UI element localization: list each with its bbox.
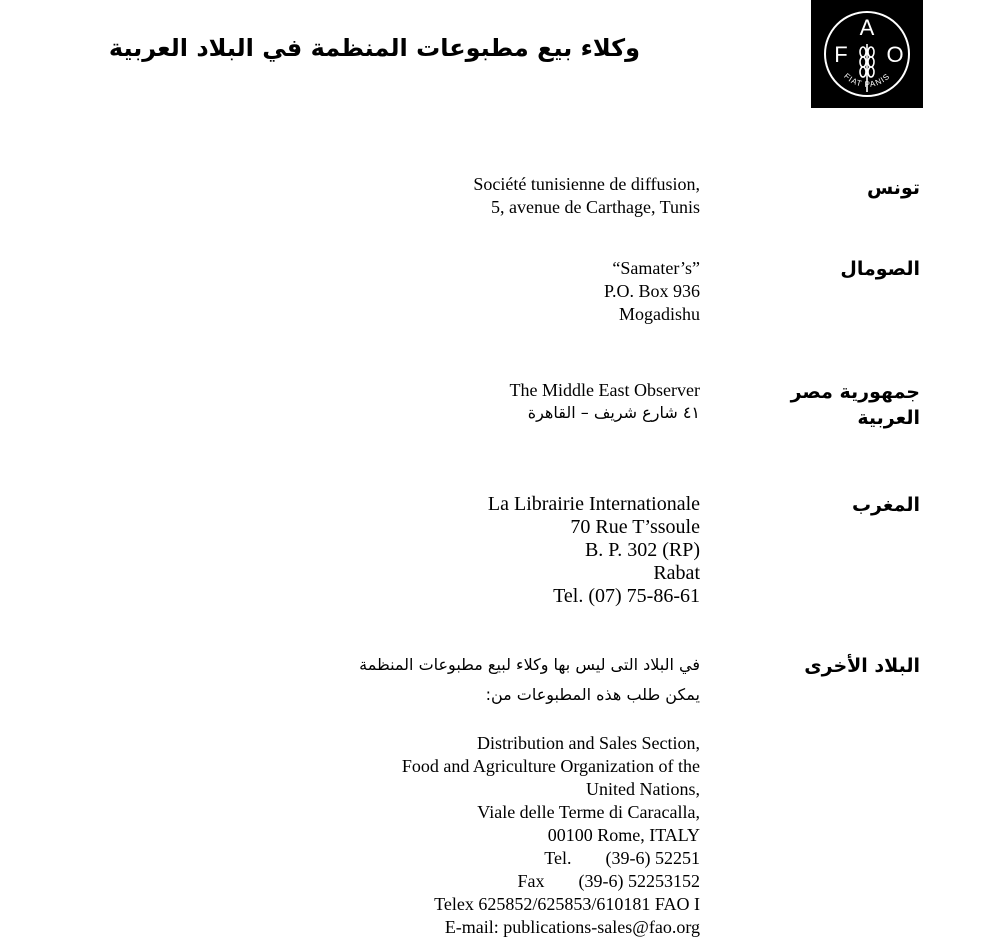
address-line: The Middle East Observer xyxy=(509,380,700,400)
address-line: “Samater’s” xyxy=(612,258,700,278)
page-title: وكلاء بيع مطبوعات المنظمة في البلاد العربية xyxy=(108,34,640,62)
tel-line xyxy=(100,847,700,870)
fao-logo xyxy=(811,0,923,108)
address-egypt xyxy=(100,379,700,424)
address-somalia xyxy=(100,257,700,326)
address-line: 00100 Rome, ITALY xyxy=(547,825,700,845)
logo-letter-f: F xyxy=(834,42,848,67)
country-tunisia: تونس xyxy=(866,177,920,199)
address-line: B. P. 302 (RP) xyxy=(584,539,700,561)
address-fao xyxy=(100,732,700,939)
address-line: Mogadishu xyxy=(619,304,700,324)
address-line: Distribution and Sales Section, xyxy=(477,733,700,753)
logo-motto-text: FIAT PANIS xyxy=(842,71,892,89)
country-line: جمهورية مصر xyxy=(790,381,920,403)
country-other: البلاد الأخرى xyxy=(804,655,920,677)
address-line: United Nations, xyxy=(586,779,700,799)
country-line: العربية xyxy=(857,407,920,429)
address-tunisia xyxy=(100,173,700,219)
address-line: Société tunisienne de diffusion, xyxy=(473,174,700,194)
address-line-arabic: ٤١ شارع شريف – القاهرة xyxy=(527,403,700,422)
address-line: Viale delle Terme di Caracalla, xyxy=(477,802,700,822)
address-line: Tel. (07) 75-86-61 xyxy=(553,585,700,607)
tel-value: (39-6) 52251 xyxy=(605,848,700,868)
country-morocco: المغرب xyxy=(851,494,920,516)
address-line: Food and Agriculture Organization of the xyxy=(401,756,700,776)
telex-line: Telex 625852/625853/610181 FAO I xyxy=(434,894,700,914)
address-line: 5, avenue de Carthage, Tunis xyxy=(491,197,700,217)
address-line: P.O. Box 936 xyxy=(603,281,700,301)
note-other-arabic xyxy=(100,650,700,710)
country-somalia: الصومال xyxy=(840,258,920,280)
email-line: E-mail: publications-sales@fao.org xyxy=(444,917,700,937)
note-line-arabic: في البلاد التى ليس بها وكلاء لبيع مطبوعات المنظمة xyxy=(359,655,700,674)
address-line: La Librairie Internationale xyxy=(487,493,700,515)
address-line: 70 Rue T’ssoule xyxy=(570,516,700,538)
fax-value: (39-6) 52253152 xyxy=(578,871,700,891)
country-egypt xyxy=(720,379,920,431)
note-line-arabic: يمكن طلب هذه المطبوعات من: xyxy=(485,685,700,704)
tel-label: Tel. xyxy=(544,848,572,868)
fax-label: Fax xyxy=(517,871,545,891)
address-line: Rabat xyxy=(653,562,700,584)
fax-line xyxy=(100,870,700,893)
logo-letter-o: O xyxy=(886,42,904,67)
address-morocco xyxy=(100,493,700,608)
logo-letter-a: A xyxy=(859,15,875,40)
fao-emblem-icon xyxy=(811,0,923,108)
